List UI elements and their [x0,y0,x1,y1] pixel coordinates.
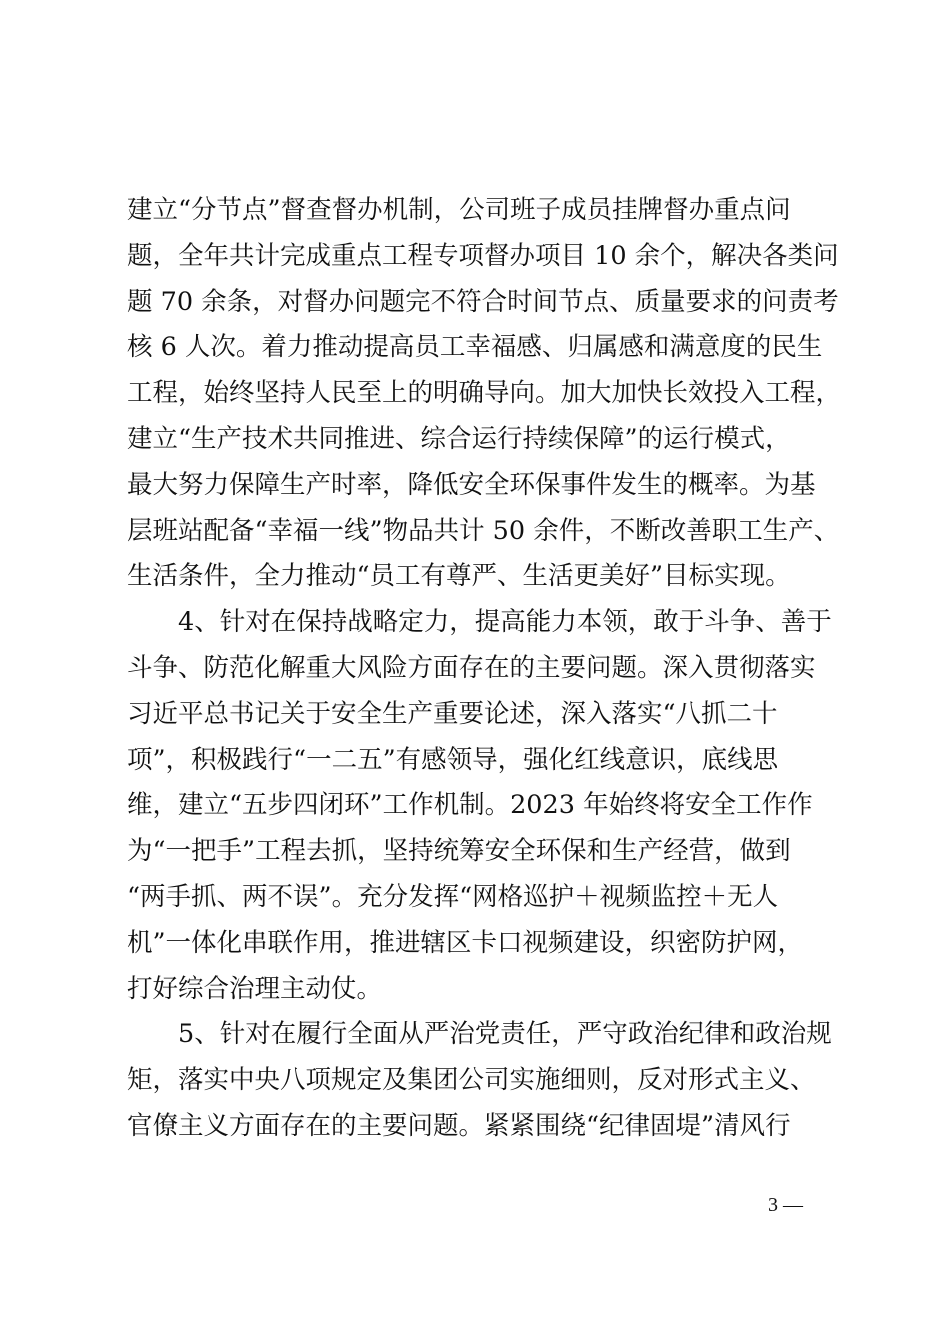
paragraph-line: 5、针对在履行全面从严治党责任，严守政治纪律和政治规 [178,1019,832,1050]
paragraph-line: 题 70 余条，对督办问题完不符合时间节点、质量要求的问责考 [127,286,839,317]
page-number: 3 — [768,1194,803,1216]
paragraph-line: 工程，始终坚持人民至上的明确导向。加大加快长效投入工程， [127,378,842,409]
paragraph-line: 项”，积极践行“一二五”有感领导，强化红线意识，底线思 [127,744,779,775]
paragraph-line: 生活条件，全力推动“员工有尊严、生活更美好”目标实现。 [127,561,791,592]
paragraph-line: 建立“生产技术共同推进、综合运行持续保障”的运行模式， [127,423,791,454]
paragraph-line: 官僚主义方面存在的主要问题。紧紧围绕“纪律固堤”清风行 [127,1110,791,1141]
paragraph-line: 机”一体化串联作用，推进辖区卡口视频建设，织密防护网， [127,927,804,958]
paragraph-line: 习近平总书记关于安全生产重要论述，深入落实“八抓二十 [127,698,778,729]
paragraph-2 [127,600,839,1012]
paragraph-line: 矩，落实中央八项规定及集团公司实施细则，反对形式主义、 [127,1065,816,1096]
paragraph-line: 核 6 人次。着力推动提高员工幸福感、归属感和满意度的民生 [127,332,823,363]
paragraph-line: 维，建立“五步四闭环”工作机制。2023 年始终将安全工作作 [127,790,813,821]
paragraph-line: 题，全年共计完成重点工程专项督办项目 10 余个，解决各类问 [127,240,839,271]
paragraph-line: 层班站配备“幸福一线”物品共计 50 余件，不断改善职工生产、 [127,515,840,546]
paragraph-line: 4、针对在保持战略定力，提高能力本领，敢于斗争、善于 [178,607,832,638]
paragraph-1 [127,188,842,600]
paragraph-line: 为“一把手”工程去抓，坚持统筹安全环保和生产经营，做到 [127,836,791,867]
paragraph-line: 建立“分节点”督查督办机制，公司班子成员挂牌督办重点问 [127,195,791,225]
paragraph-3 [127,1012,839,1149]
paragraph-line: 斗争、防范化解重大风险方面存在的主要问题。深入贯彻落实 [127,652,816,683]
body-text [127,188,842,1150]
paragraph-line: “两手抓、两不误”。充分发挥“网格巡护＋视频监控＋无人 [127,881,779,912]
paragraph-line: 最大努力保障生产时率，降低安全环保事件发生的概率。为基 [127,469,816,500]
paragraph-line: 打好综合治理主动仗。 [127,973,383,1004]
